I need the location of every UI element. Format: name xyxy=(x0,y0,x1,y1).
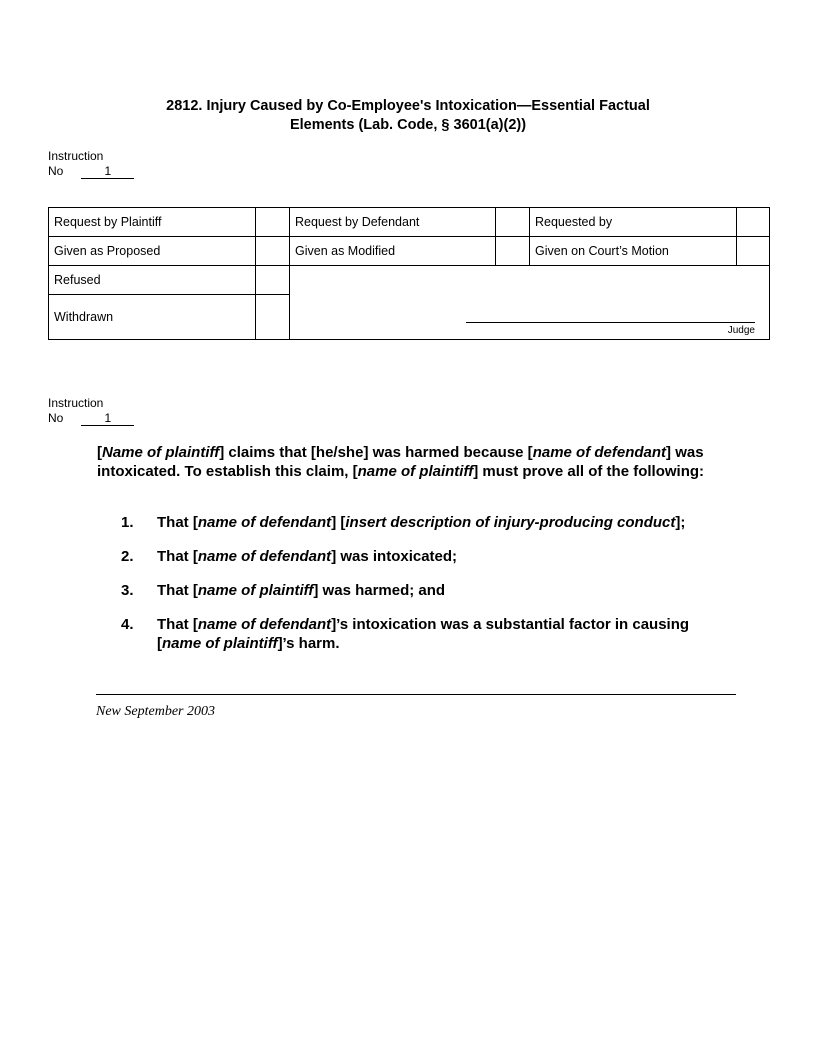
section-divider xyxy=(96,694,736,695)
given-as-proposed-checkbox[interactable] xyxy=(256,237,290,266)
instruction-no-row xyxy=(48,164,134,179)
given-on-courts-motion-label: Given on Court’s Motion xyxy=(530,237,737,266)
plaintiff-placeholder: Name of plaintiff xyxy=(102,444,220,461)
title-line-1: 2812. Injury Caused by Co-Employee's Intoxication—Essential Factual xyxy=(166,98,650,114)
withdrawn-label: Withdrawn xyxy=(49,295,256,340)
instruction-number-block xyxy=(48,149,134,179)
request-by-plaintiff-checkbox[interactable] xyxy=(256,208,290,237)
item-text: That [ xyxy=(157,514,198,531)
judge-label: Judge xyxy=(727,325,755,336)
list-item xyxy=(97,616,737,653)
item-number: 2. xyxy=(121,548,134,565)
judge-signature-area[interactable] xyxy=(290,266,770,340)
instruction-number: 1 xyxy=(81,165,134,179)
instruction-title xyxy=(0,97,816,135)
history-note: New September 2003 xyxy=(96,704,215,719)
instruction-label: Instruction xyxy=(48,149,104,163)
title-line-2: Elements (Lab. Code, § 3601(a)(2)) xyxy=(289,117,527,133)
plaintiff-placeholder-2: name of plaintiff xyxy=(357,462,474,480)
item-placeholder: insert description of injury-producing conduct xyxy=(345,514,676,531)
no-label-2: No xyxy=(48,410,64,425)
list-item xyxy=(97,582,737,601)
no-label: No xyxy=(48,163,64,178)
item-placeholder: name of defendant xyxy=(197,616,332,633)
item-number: 1. xyxy=(121,514,134,531)
item-text: ]’s harm. xyxy=(277,634,340,652)
instruction-no-row-2 xyxy=(48,411,134,426)
item-placeholder: name of defendant xyxy=(197,514,332,531)
request-by-plaintiff-label: Request by Plaintiff xyxy=(49,208,256,237)
intro-text-3: ] must prove all of the following: xyxy=(473,462,705,480)
instruction-intro-paragraph: [Name of plaintiff] claims that [he/she] was harmed because [name of defendant] was intoxicated. To establish this claim, [name of plaintiff] must prove all of the following: xyxy=(97,444,705,480)
item-number: 4. xyxy=(121,616,134,633)
item-text: ] was intoxicated; xyxy=(331,548,458,565)
instruction-number-block-2 xyxy=(48,396,134,426)
withdrawn-checkbox[interactable] xyxy=(256,295,290,340)
requested-by-label: Requested by xyxy=(530,208,737,237)
defendant-placeholder: name of defendant xyxy=(532,444,667,461)
item-placeholder: name of plaintiff xyxy=(197,582,314,599)
item-text: ]’s intoxication was a substantial factor in causing [ xyxy=(157,616,690,652)
given-on-courts-motion-checkbox[interactable] xyxy=(737,237,770,266)
item-text: That [ xyxy=(157,548,198,565)
given-as-modified-label: Given as Modified xyxy=(290,237,496,266)
refused-checkbox[interactable] xyxy=(256,266,290,295)
item-placeholder: name of plaintiff xyxy=(162,634,278,652)
item-text: ]; xyxy=(675,514,686,531)
requested-by-checkbox[interactable] xyxy=(737,208,770,237)
item-text: ] [ xyxy=(331,514,346,531)
item-number: 3. xyxy=(121,582,134,599)
list-item xyxy=(97,548,737,567)
elements-list xyxy=(97,514,737,669)
given-as-modified-checkbox[interactable] xyxy=(496,237,530,266)
intro-text-2: ] was intoxicated. To establish this claim, [ xyxy=(97,444,704,480)
refused-label: Refused xyxy=(49,266,256,295)
request-by-defendant-label: Request by Defendant xyxy=(290,208,496,237)
instruction-number-2: 1 xyxy=(81,412,134,426)
given-as-proposed-label: Given as Proposed xyxy=(49,237,256,266)
item-placeholder: name of defendant xyxy=(197,548,332,565)
item-text: That [ xyxy=(157,582,198,599)
request-by-defendant-checkbox[interactable] xyxy=(496,208,530,237)
intro-text-1: ] claims that [he/she] was harmed because [ xyxy=(219,444,533,461)
list-item xyxy=(97,514,737,533)
item-text: ] was harmed; and xyxy=(313,582,446,599)
request-table xyxy=(48,207,770,340)
item-text: That [ xyxy=(157,616,198,633)
judge-signature-line xyxy=(466,322,755,323)
instruction-label-2: Instruction xyxy=(48,396,104,410)
